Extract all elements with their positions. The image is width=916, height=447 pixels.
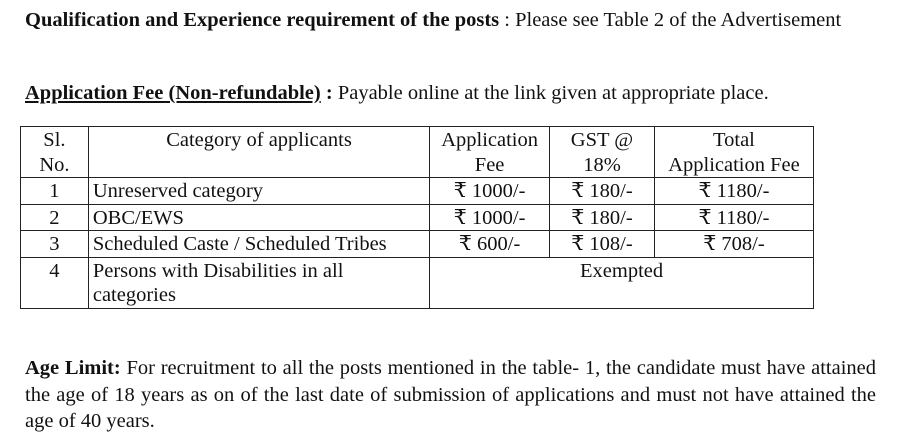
row-exempted: Exempted — [430, 257, 814, 308]
application-fee-paragraph — [25, 81, 876, 106]
row-sl: 3 — [21, 231, 89, 258]
table-row — [21, 231, 814, 258]
row-category: Unreserved category — [88, 178, 429, 205]
application-fee-text: Payable online at the link given at appropriate place. — [337, 82, 769, 104]
header-application-fee: Application Fee — [430, 127, 550, 178]
row-total: ₹ 708/- — [654, 231, 813, 258]
application-fee-table — [20, 126, 814, 309]
row-sl: 4 — [21, 257, 89, 308]
row-total: ₹ 1180/- — [654, 178, 813, 205]
header-sl-no: Sl. No. — [21, 127, 89, 178]
qualification-text: Please see Table 2 of the Advertisement — [515, 9, 842, 31]
row-category: OBC/EWS — [88, 204, 429, 231]
row-sl: 2 — [21, 204, 89, 231]
header-category: Category of applicants — [88, 127, 429, 178]
age-limit-heading: Age Limit: — [25, 357, 121, 379]
application-fee-heading: Application Fee (Non-refundable) — [25, 82, 321, 104]
header-total-fee: Total Application Fee — [654, 127, 813, 178]
row-fee: ₹ 600/- — [430, 231, 550, 258]
table-header-row — [21, 127, 814, 178]
qualification-paragraph — [25, 8, 876, 33]
row-total: ₹ 1180/- — [654, 204, 813, 231]
age-limit-paragraph — [25, 355, 876, 435]
table-row — [21, 178, 814, 205]
qualification-separator: : — [504, 9, 510, 31]
table-row — [21, 204, 814, 231]
age-limit-text: For recruitment to all the posts mentioned in the table- 1, the candidate must have attained the age of 18 years as on of the last date of submission of applications and must not have attained the age of 40 years. — [25, 357, 877, 432]
row-fee: ₹ 1000/- — [430, 178, 550, 205]
row-fee: ₹ 1000/- — [430, 204, 550, 231]
row-category: Scheduled Caste / Scheduled Tribes — [88, 231, 429, 258]
row-gst: ₹ 108/- — [550, 231, 655, 258]
header-gst: GST @ 18% — [550, 127, 655, 178]
row-gst: ₹ 180/- — [550, 204, 655, 231]
table-row — [21, 257, 814, 308]
row-category: Persons with Disabilities in all categories — [88, 257, 429, 308]
application-fee-separator: : — [325, 82, 333, 104]
row-gst: ₹ 180/- — [550, 178, 655, 205]
row-sl: 1 — [21, 178, 89, 205]
qualification-heading: Qualification and Experience requirement of the posts — [25, 9, 500, 31]
